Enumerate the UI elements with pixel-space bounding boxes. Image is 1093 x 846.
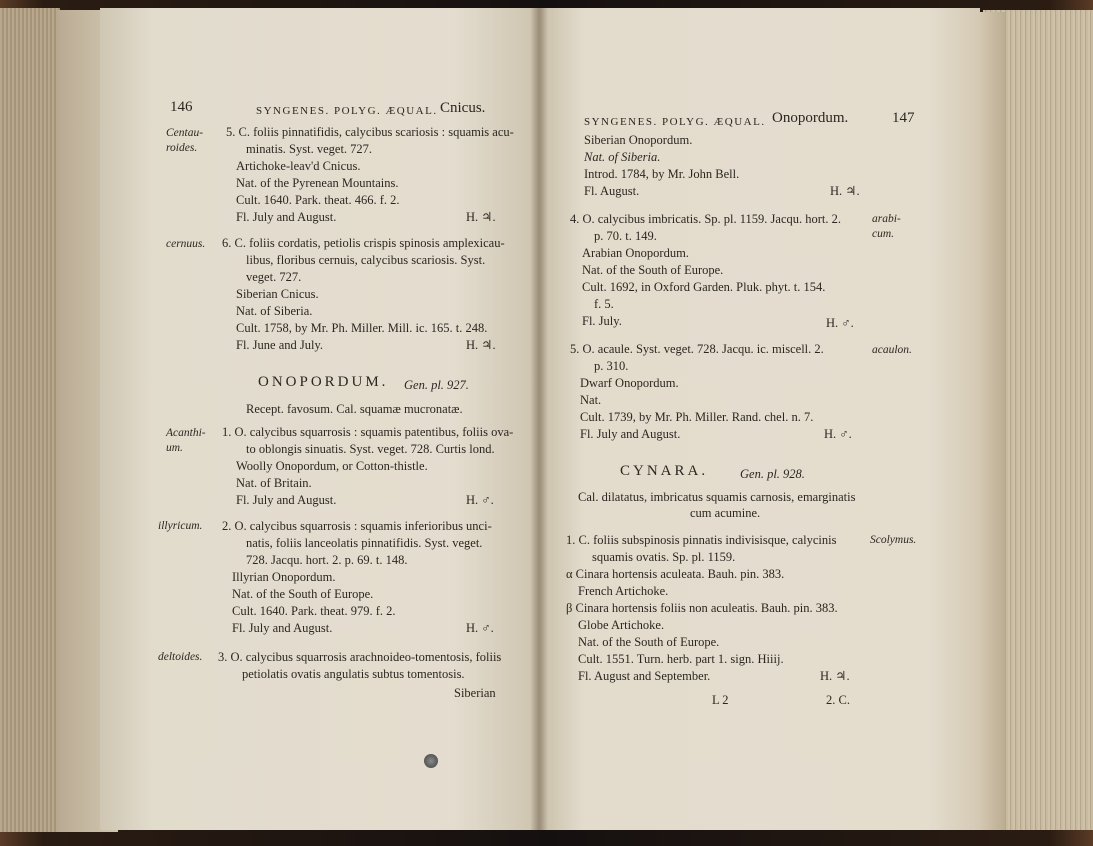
genus-heading: CYNARA. <box>620 463 709 479</box>
entry-line: Nat. of the South of Europe. <box>578 635 720 649</box>
entry-line: Nat. of Siberia. <box>584 150 661 164</box>
entry-line: Arabian Onopordum. <box>582 246 689 260</box>
genus-description: Recept. favosum. Cal. squamæ mucronatæ. <box>246 402 463 416</box>
entry-line: Cult. 1640. Park. theat. 979. f. 2. <box>232 604 396 618</box>
margin-note: arabi- <box>872 213 901 225</box>
entry-line: α Cinara hortensis aculeata. Bauh. pin. 383. <box>566 567 785 581</box>
margin-note: Scolymus. <box>870 534 917 546</box>
entry-line: f. 5. <box>594 297 614 311</box>
habit-symbol: H. ♂. <box>466 621 494 635</box>
running-head-left: SYNGENES. POLYG. ÆQUAL. <box>256 105 438 117</box>
entry-line: Cult. 1692, in Oxford Garden. Pluk. phyt. t. 154. <box>582 280 826 294</box>
entry-line: Nat. of Siberia. <box>236 304 313 318</box>
habit-symbol: H. ♃. <box>466 338 496 352</box>
genus-reference: Gen. pl. 928. <box>740 467 805 481</box>
margin-note: Acanthi- <box>166 427 206 439</box>
entry-line: Fl. June and July. <box>236 338 324 352</box>
entry-line: Fl. July. <box>582 314 622 328</box>
entry-line: Fl. August and September. <box>578 669 711 683</box>
margin-note: cum. <box>872 228 895 240</box>
habit-symbol: H. ♃. <box>820 669 850 683</box>
entry-line: Nat. of the Pyrenean Mountains. <box>236 176 399 190</box>
entry-line: Dwarf Onopordum. <box>580 376 679 390</box>
genus-description: Cal. dilatatus, imbricatus squamis carnosis, emarginatis <box>578 490 856 504</box>
habit-symbol: H. ♃. <box>830 184 860 198</box>
margin-note: deltoides. <box>158 651 203 663</box>
entry-line: Illyrian Onopordum. <box>232 570 336 584</box>
margin-note: illyricum. <box>158 520 203 532</box>
entry-line: 3. O. calycibus squarrosis arachnoideo-tomentosis, foliis <box>218 650 502 664</box>
entry-line: petiolatis ovatis angulatis subtus tomentosis. <box>242 667 465 681</box>
entry-line: p. 70. t. 149. <box>594 229 657 243</box>
catchword: Siberian <box>454 686 496 700</box>
entry-line: Nat. <box>580 393 602 407</box>
entry-line: 2. O. calycibus squarrosis : squamis inferioribus unci- <box>222 519 492 533</box>
entry-line: to oblongis sinuatis. Syst. veget. 728. Curtis lond. <box>246 442 495 456</box>
margin-note: cernuus. <box>166 238 206 250</box>
entry-line: Cult. 1758, by Mr. Ph. Miller. Mill. ic. 165. t. 248. <box>236 321 488 335</box>
signature-mark: L 2 <box>712 693 729 707</box>
page-number-right: 147 <box>892 110 915 126</box>
entry-line: 5. C. foliis pinnatifidis, calycibus scariosis : squamis acu- <box>226 125 514 139</box>
entry-line: Cult. 1739, by Mr. Ph. Miller. Rand. chel. n. 7. <box>580 410 814 424</box>
entry-line: Fl. August. <box>584 184 640 198</box>
running-head-right: SYNGENES. POLYG. ÆQUAL. <box>584 116 766 128</box>
running-genus-left: Cnicus. <box>440 100 486 116</box>
entry-line: Artichoke-leav'd Cnicus. <box>236 159 361 173</box>
entry-line: Nat. of the South of Europe. <box>582 263 724 277</box>
entry-line: 728. Jacqu. hort. 2. p. 69. t. 148. <box>246 553 408 567</box>
genus-reference: Gen. pl. 927. <box>404 378 469 392</box>
entry-line: 1. C. foliis subspinosis pinnatis indivisisque, calycinis <box>566 533 837 547</box>
entry-line: Fl. July and August. <box>236 210 337 224</box>
habit-symbol: H. ♂. <box>826 316 854 330</box>
entry-line: Woolly Onopordum, or Cotton-thistle. <box>236 459 428 473</box>
entry-line: Nat. of Britain. <box>236 476 312 490</box>
entry-line: β Cinara hortensis foliis non aculeatis. Bauh. pin. 383. <box>566 601 838 615</box>
entry-line: Cult. 1640. Park. theat. 466. f. 2. <box>236 193 400 207</box>
entry-line: Fl. July and August. <box>232 621 333 635</box>
entry-line: Globe Artichoke. <box>578 618 665 632</box>
page-number-left: 146 <box>170 99 193 115</box>
entry-line: squamis ovatis. Sp. pl. 1159. <box>592 550 736 564</box>
habit-symbol: H. ♂. <box>824 427 852 441</box>
margin-note: roides. <box>166 142 198 154</box>
margin-note: acaulon. <box>872 344 912 356</box>
entry-line: 6. C. foliis cordatis, petiolis crispis spinosis amplexicau- <box>222 236 505 250</box>
entry-line: Siberian Cnicus. <box>236 287 319 301</box>
entry-line: Siberian Onopordum. <box>584 133 693 147</box>
genus-description: cum acumine. <box>690 506 761 520</box>
margin-note: um. <box>166 442 183 454</box>
entry-line: minatis. Syst. veget. 727. <box>246 142 373 156</box>
catchword: 2. C. <box>826 693 850 707</box>
left-page-edges <box>0 8 60 832</box>
running-genus-right: Onopordum. <box>772 110 849 126</box>
ink-spot <box>424 754 438 768</box>
entry-line: veget. 727. <box>246 270 302 284</box>
margin-note: Centau- <box>166 127 204 139</box>
entry-line: natis, foliis lanceolatis pinnatifidis. Syst. veget. <box>246 536 483 550</box>
entry-line: Cult. 1551. Turn. herb. part 1. sign. Hiiij. <box>578 652 784 666</box>
entry-line: Fl. July and August. <box>580 427 681 441</box>
genus-heading: ONOPORDUM. <box>258 374 389 390</box>
entry-line: Fl. July and August. <box>236 493 337 507</box>
entry-line: 4. O. calycibus imbricatis. Sp. pl. 1159. Jacqu. hort. 2. <box>570 212 842 226</box>
entry-line: libus, floribus cernuis, calycibus scariosis. Syst. <box>246 253 486 267</box>
habit-symbol: H. ♂. <box>466 493 494 507</box>
entry-line: French Artichoke. <box>578 584 669 598</box>
book-gutter <box>530 8 548 830</box>
entry-line: 5. O. acaule. Syst. veget. 728. Jacqu. ic. miscell. 2. <box>570 342 824 356</box>
entry-line: Introd. 1784, by Mr. John Bell. <box>584 167 740 181</box>
entry-line: 1. O. calycibus squarrosis : squamis patentibus, foliis ova- <box>222 425 514 439</box>
entry-line: Nat. of the South of Europe. <box>232 587 374 601</box>
habit-symbol: H. ♃. <box>466 210 496 224</box>
entry-line: p. 310. <box>594 359 629 373</box>
